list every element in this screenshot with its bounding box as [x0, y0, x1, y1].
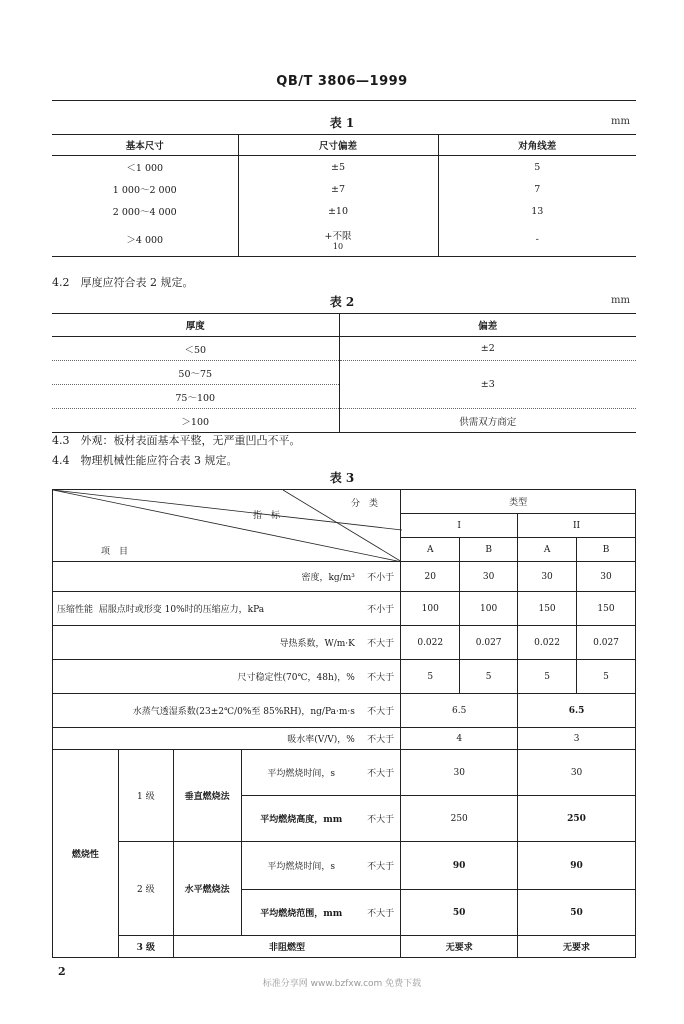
cell: 100: [401, 592, 460, 626]
table3-diagonal-header: [53, 490, 401, 562]
type-II: II: [518, 514, 636, 538]
sub-col: B: [460, 538, 518, 562]
cell: 无要求: [518, 936, 636, 958]
cell: 30: [518, 562, 577, 592]
table2-cell: 供需双方商定: [339, 409, 636, 433]
cell: 20: [401, 562, 460, 592]
table1: [52, 134, 636, 257]
cell: 5: [401, 660, 460, 694]
row-name: 吸水率(V/V)，%: [53, 728, 361, 750]
row-subname: 屈服点时或形变 10%时的压缩应力，kPa: [98, 605, 265, 615]
row-limit: 不大于: [361, 890, 401, 936]
burn-horizontal: 水平燃烧法: [173, 842, 241, 936]
row-limit: 不大于: [361, 796, 401, 842]
burn-vertical: 垂直燃烧法: [173, 750, 241, 842]
sub-col: A: [401, 538, 460, 562]
table2-cell: ＞100: [52, 409, 339, 433]
cell: 5: [577, 660, 636, 694]
row-name: 平均燃烧时间，s: [241, 842, 361, 890]
footer-watermark: 标准分享网 www.bzfxw.com 免费下载: [262, 979, 422, 989]
cell: 5: [518, 660, 577, 694]
row-limit: 不小于: [361, 562, 401, 592]
row-name: 密度，kg/m³: [53, 562, 361, 592]
cell: 90: [401, 842, 518, 890]
row-name: 平均燃烧范围，mm: [241, 890, 361, 936]
row-limit: 不大于: [361, 750, 401, 796]
table2-cell: ±2: [339, 337, 636, 361]
cell: 100: [460, 592, 518, 626]
table1-cell: ＞4 000: [52, 222, 238, 257]
table2-cell: ＜50: [184, 344, 207, 356]
burn-nonflame: 非阻燃型: [173, 936, 401, 958]
table1-cell: 7: [438, 178, 636, 200]
cell: 无要求: [401, 936, 518, 958]
cell: 0.022: [518, 626, 577, 660]
cell: 30: [460, 562, 518, 592]
table2-cell: 75～100: [52, 385, 339, 409]
burn-level2: 2 级: [118, 842, 173, 936]
table1-cell: ＜1 000: [126, 163, 164, 174]
sub-col: B: [577, 538, 636, 562]
cell: 0.027: [577, 626, 636, 660]
table1-cell: ±7: [238, 178, 438, 200]
row-limit: 不大于: [361, 694, 401, 728]
table1-cell: 2 000～4 000: [112, 207, 177, 218]
cell: 0.027: [460, 626, 518, 660]
row-name: [53, 592, 361, 626]
table1-cell: 1 000～2 000: [112, 185, 177, 196]
table1-caption: 表 1: [329, 116, 355, 130]
table1-cell: [238, 222, 438, 257]
cell: 0.022: [401, 626, 460, 660]
diag-category: 分 类: [351, 499, 379, 509]
row-limit: 不大于: [361, 842, 401, 890]
cell: 4: [401, 728, 518, 750]
table1-cell-lower: 10: [332, 241, 344, 251]
table2-col-deviation: 偏差: [339, 314, 636, 337]
table2: [52, 313, 636, 433]
row-limit: 不大于: [361, 728, 401, 750]
clause-4-3: 4.3 外观：板材表面基本平整，无严重凹凸不平。: [52, 434, 301, 447]
table1-cell: ±10: [238, 200, 438, 222]
standard-number: QB/T 3806—1999: [276, 74, 408, 89]
table2-cell: ±3: [339, 361, 636, 409]
table1-col-size: 基本尺寸: [52, 135, 238, 156]
table2-cell: 50～75: [52, 361, 339, 385]
cell: 90: [518, 842, 636, 890]
cell: 150: [577, 592, 636, 626]
cell: 250: [401, 796, 518, 842]
table1-cell: 5: [438, 156, 636, 179]
cell: 30: [518, 750, 636, 796]
table2-unit: mm: [611, 295, 630, 306]
table3: [52, 489, 636, 958]
cell: 150: [518, 592, 577, 626]
table2-caption: 表 2: [329, 295, 355, 309]
row-name: 水蒸气透湿系数(23±2℃/0%至 85%RH)，ng/Pa·m·s: [53, 694, 361, 728]
page-number: 2: [58, 965, 66, 978]
header-rule: [52, 100, 636, 101]
cell: 5: [460, 660, 518, 694]
cell: 30: [577, 562, 636, 592]
clause-4-2: 4.2 厚度应符合表 2 规定。: [52, 276, 194, 289]
diag-item: 项 目: [101, 547, 129, 557]
burn-label: 燃烧性: [53, 750, 119, 958]
row-limit: 不大于: [361, 626, 401, 660]
table1-cell: ±5: [238, 156, 438, 179]
row-name: 尺寸稳定性(70℃，48h)，%: [53, 660, 361, 694]
row-name: 平均燃烧时间，s: [241, 750, 361, 796]
type-I: I: [401, 514, 518, 538]
table1-col-diagonal: 对角线差: [438, 135, 636, 156]
table1-unit: mm: [611, 116, 630, 127]
cell: 3: [518, 728, 636, 750]
cell: 250: [518, 796, 636, 842]
row-group: 压缩性能: [57, 605, 94, 615]
table1-cell: -: [438, 222, 636, 257]
type-header: 类型: [401, 490, 636, 514]
burn-level1: 1 级: [118, 750, 173, 842]
sub-col: A: [518, 538, 577, 562]
burn-level3: 3 级: [118, 936, 173, 958]
cell: 6.5: [401, 694, 518, 728]
cell: 6.5: [518, 694, 636, 728]
table2-col-thickness: 厚度: [52, 314, 339, 337]
table1-cell-upper: +不限: [324, 230, 352, 242]
cell: 30: [401, 750, 518, 796]
table1-cell: 13: [438, 200, 636, 222]
cell: 50: [401, 890, 518, 936]
row-name: 平均燃烧高度，mm: [241, 796, 361, 842]
row-limit: 不大于: [361, 660, 401, 694]
table1-col-deviation: 尺寸偏差: [238, 135, 438, 156]
row-name: 导热系数，W/m·K: [53, 626, 361, 660]
diag-indicator: 指 标: [253, 511, 281, 521]
table3-caption: 表 3: [329, 471, 355, 485]
cell: 50: [518, 890, 636, 936]
row-limit: 不小于: [361, 592, 401, 626]
clause-4-4: 4.4 物理机械性能应符合表 3 规定。: [52, 454, 238, 467]
